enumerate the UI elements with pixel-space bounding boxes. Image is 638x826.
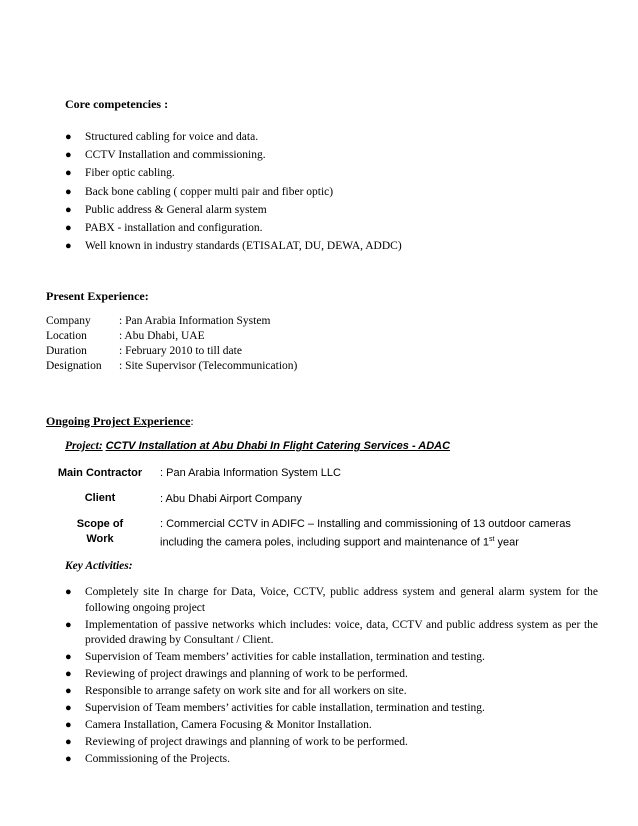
bullet-icon: ● (65, 651, 72, 664)
designation-value: : Site Supervisor (Telecommunication) (119, 360, 298, 372)
duration-label: Duration (46, 345, 87, 357)
list-item: ● Supervision of Team members’ activities for cable installation, termination and testing. (65, 701, 598, 717)
bullet-icon: ● (65, 240, 72, 253)
company-label: Company (46, 315, 91, 327)
list-item: ● Fiber optic cabling. (65, 164, 402, 182)
main-contractor-value: : Pan Arabia Information System LLC (160, 467, 341, 479)
location-label: Location (46, 330, 87, 342)
designation-label: Designation (46, 360, 102, 372)
ongoing-project-heading: Ongoing Project Experience: (46, 414, 194, 428)
bullet-icon: ● (65, 586, 72, 598)
bullet-icon: ● (65, 167, 72, 180)
list-item: ● Reviewing of project drawings and planning of work to be performed. (65, 735, 598, 751)
main-contractor-label: Main Contractor (57, 467, 143, 479)
project-title: Project: CCTV Installation at Abu Dhabi In Flight Catering Services - ADAC (65, 440, 451, 452)
scope-label: Scope of Work (76, 518, 124, 545)
list-item: ● Structured cabling for voice and data. (65, 128, 402, 146)
list-item: ● Reviewing of project drawings and planning of work to be performed. (65, 667, 598, 683)
core-competencies-list (65, 128, 402, 255)
duration-value: : February 2010 to till date (119, 345, 242, 357)
bullet-icon: ● (65, 618, 72, 631)
list-item: ● Well known in industry standards (ETISALAT, DU, DEWA, ADDC) (65, 237, 402, 255)
list-item: ● Completely site In charge for Data, Voice, CCTV, public address system and general alarm system for the following ongoing project (65, 586, 598, 614)
list-item: ● Camera Installation, Camera Focusing & Monitor Installation. (65, 718, 598, 734)
bullet-icon: ● (65, 221, 72, 234)
bullet-icon: ● (65, 684, 72, 697)
company-value: : Pan Arabia Information System (119, 315, 271, 327)
bullet-icon: ● (65, 735, 72, 748)
list-item: ● Public address & General alarm system (65, 201, 402, 219)
location-value: : Abu Dhabi, UAE (119, 330, 205, 342)
list-item: ● Responsible to arrange safety on work site and for all workers on site. (65, 684, 598, 700)
list-item: ● CCTV Installation and commissioning. (65, 146, 402, 164)
list-item: ● Commissioning of the Projects. (65, 752, 598, 768)
client-value: : Abu Dhabi Airport Company (160, 493, 302, 505)
client-label: Client (84, 492, 116, 504)
core-competencies-heading: Core competencies : (65, 97, 169, 111)
list-item: ● PABX - installation and configuration. (65, 219, 402, 237)
bullet-icon: ● (65, 668, 72, 681)
bullet-icon: ● (65, 185, 72, 198)
list-item: ● Back bone cabling ( copper multi pair and fiber optic) (65, 183, 402, 201)
key-activities-list (65, 585, 598, 768)
bullet-icon: ● (65, 131, 72, 143)
scope-value: : Commercial CCTV in ADIFC – Installing and commissioning of 13 outdoor cameras including the camera poles, including support and maintenance of 1st year (160, 518, 571, 549)
key-activities-heading: Key Activities: (65, 560, 133, 572)
list-item: ● Implementation of passive networks which includes: voice, data, CCTV and public address system as per the provided drawing by Consultant / Client. (65, 618, 598, 647)
bullet-icon: ● (65, 149, 72, 162)
bullet-icon: ● (65, 701, 72, 714)
bullet-icon: ● (65, 752, 72, 765)
present-experience-heading: Present Experience: (46, 289, 149, 303)
bullet-icon: ● (65, 718, 72, 731)
list-item: ● Supervision of Team members’ activities for cable installation, termination and testing. (65, 650, 598, 666)
bullet-icon: ● (65, 203, 72, 216)
